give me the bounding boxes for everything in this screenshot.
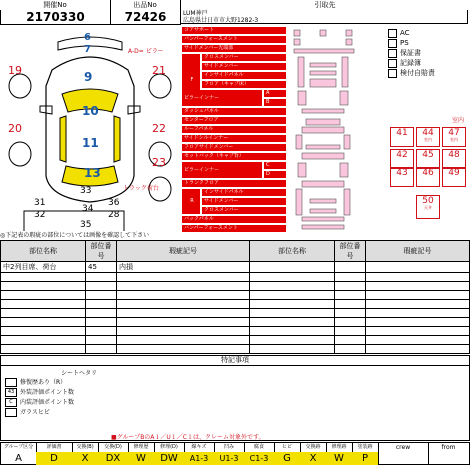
num-9: 9 — [84, 70, 93, 84]
truck-bed — [24, 186, 124, 230]
table-row — [1, 318, 470, 327]
special-item-repair: 修復歴あり（R） — [5, 378, 74, 388]
pillar-a: A — [264, 90, 286, 97]
special-title: 特記事項 — [1, 356, 469, 366]
header — [0, 0, 470, 24]
part-trunk-floor: トランクフロア — [182, 180, 286, 187]
sheet-label: シートヘタリ — [61, 370, 98, 377]
num-10: 10 — [82, 104, 99, 118]
col-part-2: 部位名称 — [250, 241, 335, 262]
f-ex-d: 交換(D) — [98, 443, 129, 452]
f-rep-mark: 修理跡 — [326, 443, 353, 452]
num-7: 7 — [84, 44, 91, 55]
pickup-box — [180, 10, 468, 24]
defect-header-row — [1, 241, 470, 262]
v-crew — [378, 452, 429, 465]
part-dash-panel: ダッシュパネル — [182, 108, 286, 115]
auction-no: 2170330 — [0, 10, 111, 25]
part-floor-cab: フロア（キャブ床） — [202, 81, 286, 88]
part-roof-panel: ルーフパネル — [182, 126, 286, 133]
f-repair: 修理歴 — [128, 443, 155, 452]
special-item-glass: ガラスヒビ — [5, 408, 74, 418]
part-side-member-rear: サイドメンバー — [202, 198, 286, 205]
num-6: 6 — [84, 32, 91, 43]
f-grade: 評価書 — [36, 443, 73, 452]
col-part: 部位名称 — [1, 241, 86, 262]
num-22: 22 — [152, 122, 166, 135]
truck-label: トラック荷台 — [123, 185, 159, 192]
f-ex-mark: 交換跡 — [300, 443, 327, 452]
interior-label: 室内 — [452, 117, 465, 124]
v-ex-mark: X — [300, 452, 327, 465]
special-item-exterior: 43 外装評価ポイント数 — [5, 388, 74, 398]
v-scratch: A1-3 — [184, 452, 215, 465]
f-repair-d: 修理(D) — [154, 443, 185, 452]
label-lot: 出品No — [110, 0, 181, 10]
num-34: 34 — [82, 204, 94, 214]
num-35: 35 — [80, 220, 92, 230]
table-row — [1, 345, 470, 354]
part-floor-side-member: フロアサイドメンバー — [182, 144, 286, 151]
parts-list — [182, 27, 286, 232]
num-36: 36 — [108, 198, 120, 208]
check-record[interactable]: 記録簿 — [388, 58, 468, 68]
group-f: F — [182, 54, 200, 106]
part-side-sill-inner: サイドシルインナー — [182, 135, 286, 142]
room-43: 43 — [390, 167, 414, 187]
v-repair-d: DW — [154, 452, 185, 465]
room-49: 49 — [442, 167, 466, 187]
f-ex-b: 交換(B) — [72, 443, 99, 452]
v-ex-b: X — [72, 452, 99, 465]
table-row — [1, 282, 470, 291]
part-cross-member-rear: クロスメンバー — [202, 207, 286, 214]
col-no-2: 部位番号 — [335, 241, 366, 262]
num-23: 23 — [152, 156, 166, 169]
part-side-member: サイドメンバー — [202, 63, 286, 70]
check-warranty[interactable]: 保証書 — [388, 48, 468, 58]
part-setback: セットバック（キャブ背） — [182, 153, 286, 160]
f-group: グループ区分 — [1, 443, 37, 452]
v-crack: G — [274, 452, 301, 465]
note: ◎下記表の瑕疵の部位については画像を確認して下さい — [0, 232, 150, 239]
f-crack: ヒビ — [274, 443, 301, 452]
table-row — [1, 300, 470, 309]
special-notice: ■グループBのA１／U１／C１は、クレーム対象外です。 — [111, 434, 265, 441]
interior — [390, 115, 470, 225]
lot-no: 72426 — [110, 10, 181, 25]
part-bumper-reinforce: バンパーフォースメント — [182, 36, 286, 43]
pickup-address: 広島県廿日市市大野1282-3 — [183, 17, 259, 24]
label-auction: 開催No — [0, 0, 111, 10]
num-28: 28 — [108, 210, 120, 220]
group-r: R — [182, 189, 200, 214]
part-pillar-inner-rear: ピラーインナー — [182, 162, 262, 178]
room-48: 48 — [442, 149, 466, 169]
check-ac[interactable]: AC — [388, 28, 468, 38]
f-from: from — [441, 444, 456, 451]
pillar-label: A-D= ピラー — [128, 48, 164, 55]
checklist — [388, 28, 468, 78]
v-ex-d: DX — [98, 452, 129, 465]
num-19: 19 — [8, 64, 22, 77]
f-crew: crew — [378, 443, 429, 452]
special-notes — [0, 355, 470, 441]
v-rep-mark: W — [326, 452, 353, 465]
part-back-panel: バックパネル — [182, 216, 286, 223]
num-20: 20 — [8, 122, 22, 135]
room-46: 46 — [416, 167, 440, 187]
part-inside-panel-rear: インサイドパネル — [202, 189, 286, 196]
v-corrosion: C1-3 — [244, 452, 275, 465]
check-inspection[interactable]: 検付自賠責 — [388, 68, 468, 78]
room-44: 44 室内 — [416, 127, 440, 147]
part-pillar-inner-front: ピラーインナー — [182, 90, 262, 106]
part-core-support: コアサポート — [182, 27, 286, 34]
label-pickup: 引取先 — [314, 1, 336, 9]
special-items — [5, 378, 74, 418]
part-boxes — [288, 27, 388, 232]
num-11: 11 — [82, 136, 99, 150]
pillar-b: B — [264, 99, 286, 106]
table-row — [1, 336, 470, 345]
pickup-name: LUM神戸 — [183, 10, 208, 17]
table-row — [1, 327, 470, 336]
part-cross-member: クロスメンバー — [202, 54, 286, 61]
room-50: 50 天井 — [416, 195, 440, 219]
v-from — [428, 452, 469, 465]
pillar-d: D — [264, 171, 286, 178]
f-dent: 凹み — [214, 443, 245, 452]
pillar-c: C — [264, 162, 286, 169]
room-42: 42 — [390, 149, 414, 169]
table-row — [1, 273, 470, 282]
col-no: 部位番号 — [86, 241, 117, 262]
part-side-member-tip: サイドメンバー先端部 — [182, 45, 286, 52]
part-center-floor: センターフロア — [182, 117, 286, 124]
num-21: 21 — [152, 64, 166, 77]
num-31: 31 — [34, 198, 46, 208]
v-repair: W — [128, 452, 155, 465]
num-33: 33 — [80, 186, 92, 196]
room-47: 47 室内 — [442, 127, 466, 147]
v-paint: P — [352, 452, 379, 465]
check-ps[interactable]: PS — [388, 38, 468, 48]
col-code-2: 瑕疵記号 — [366, 241, 470, 262]
room-45: 45 — [416, 149, 440, 169]
num-13: 13 — [84, 166, 101, 180]
footer-grid — [0, 442, 470, 465]
f-paint: 塗装跡 — [352, 443, 379, 452]
defect-table — [0, 240, 470, 354]
f-corrosion: 腐食 — [244, 443, 275, 452]
col-code: 瑕疵記号 — [117, 241, 250, 262]
table-row: 中2列目席、荷台 45 内損 — [1, 262, 470, 273]
v-dent: U1-3 — [214, 452, 245, 465]
part-bumper-reinforce-rear: バンパーフォースメント — [182, 225, 286, 232]
table-row — [1, 291, 470, 300]
table-row — [1, 309, 470, 318]
room-41: 41 — [390, 127, 414, 147]
part-box-shapes — [288, 27, 388, 232]
v-grade: D — [36, 452, 73, 465]
part-inside-panel: インサイドパネル — [202, 72, 286, 79]
special-item-interior: C 内装評価ポイント数 — [5, 398, 74, 408]
num-32: 32 — [34, 210, 46, 220]
f-scratch: 線キズ — [184, 443, 215, 452]
v-group: A — [1, 452, 37, 465]
